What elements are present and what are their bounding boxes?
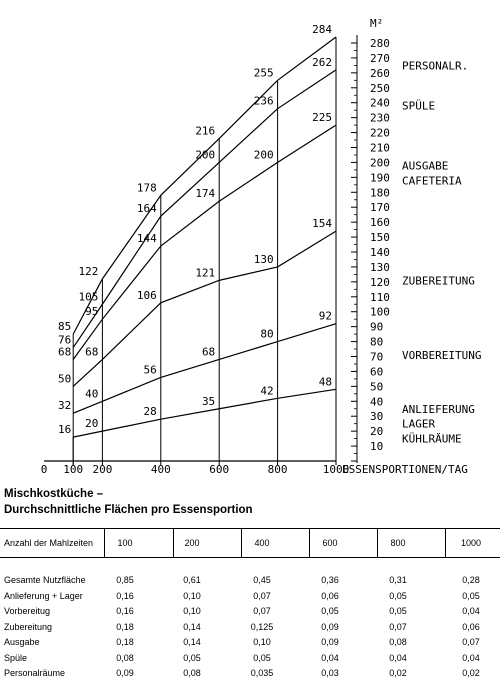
table-row (0, 665, 500, 681)
table-cell: 0,04 (462, 652, 480, 663)
data-label: 85 (58, 320, 72, 334)
table-cell: 0,10 (183, 606, 201, 616)
data-label: 164 (136, 202, 157, 216)
data-label: 42 (260, 384, 274, 398)
y-tick-label: 130 (370, 260, 390, 274)
table-cell: 0,06 (462, 621, 480, 632)
data-label: 35 (201, 394, 216, 408)
table-cell: 0,61 (183, 575, 201, 585)
table-row (0, 619, 500, 635)
data-label: 174 (195, 187, 216, 201)
table-row (0, 603, 500, 619)
y-tick-label: 10 (370, 440, 384, 454)
x-tick-label-400: 400 (150, 463, 171, 476)
table-column-header: 800 (390, 538, 406, 548)
data-label: 200 (195, 148, 216, 162)
y-tick-label: 190 (370, 171, 390, 185)
x-tick-label-0: 0 (40, 463, 48, 476)
y-tick-label: 140 (370, 246, 390, 259)
data-label: 48 (318, 375, 332, 389)
data-label: 236 (253, 94, 274, 108)
data-label: 68 (201, 345, 216, 359)
table-row-label: Personalräume (4, 668, 66, 678)
table-cell: 0,05 (389, 590, 407, 601)
legend-label: PERSONALR. (402, 59, 469, 73)
x-tick-label-800: 800 (267, 463, 288, 476)
table-cell: 0,05 (183, 652, 201, 663)
data-label: 255 (253, 66, 274, 80)
x-tick-label-100: 100 (63, 463, 84, 476)
y-tick-label: 150 (370, 231, 390, 245)
data-label: 32 (58, 399, 72, 413)
table-row (0, 572, 500, 588)
table-cell: 0,28 (462, 575, 480, 585)
table-column-header: 200 (184, 538, 200, 548)
table-cell: 0,14 (183, 637, 201, 647)
y-tick-label: 160 (370, 216, 390, 230)
table-cell: 0,09 (321, 621, 339, 632)
table-cell: 0,31 (389, 575, 407, 585)
legend-label: AUSGABE (402, 159, 449, 173)
table-cell: 0,16 (116, 590, 134, 601)
y-tick-label: 90 (370, 320, 384, 334)
y-tick-label: 100 (370, 305, 390, 319)
table-cell: 0,36 (321, 575, 339, 585)
table-cell: 0,08 (183, 668, 201, 678)
legend-label: VORBEREITUNG (402, 349, 482, 363)
table-row-label: Zubereitung (4, 621, 53, 632)
y-tick-label: 220 (370, 126, 390, 140)
y-tick-label: 270 (370, 51, 390, 65)
data-label: 200 (253, 148, 274, 162)
data-label: 122 (78, 264, 99, 278)
table-cell: 0,02 (462, 668, 480, 678)
table-cell: 0,45 (253, 575, 271, 585)
caption-subtitle: Durchschnittliche Flächen pro Essensportion (4, 504, 253, 516)
x-tick-label-600: 600 (209, 463, 230, 476)
table-row (0, 650, 500, 666)
table-cell: 0,05 (253, 652, 271, 663)
table-column-header: 400 (254, 538, 270, 548)
y-tick-label: 110 (370, 290, 390, 304)
data-label: 76 (58, 333, 72, 347)
data-label: 105 (78, 290, 99, 304)
legend-label: LAGER (402, 417, 436, 431)
data-label: 121 (195, 266, 216, 280)
data-label: 284 (312, 23, 332, 37)
table-column-separator (445, 529, 446, 557)
legend-label: ZUBEREITUNG (402, 274, 475, 288)
data-label: 95 (85, 305, 99, 319)
y-axis-unit: M² (370, 17, 384, 30)
data-label: 80 (260, 327, 274, 341)
table-cell: 0,07 (389, 621, 407, 632)
table-cell: 0,08 (389, 637, 407, 647)
table-cell: 0,16 (116, 606, 134, 616)
y-tick-label: 280 (370, 37, 390, 50)
y-tick-label: 180 (370, 186, 390, 200)
series-line-2 (73, 231, 336, 389)
y-tick-label: 260 (370, 66, 390, 80)
table-row-label: Ausgabe (4, 637, 40, 647)
data-label: 225 (312, 111, 332, 125)
table-header-label: Anzahl der Mahlzeiten (4, 538, 94, 548)
table-cell: 0,10 (183, 590, 201, 601)
data-label: 106 (136, 288, 157, 302)
legend-label: ANLIEFERUNG (402, 402, 475, 416)
y-tick-label: 40 (370, 395, 384, 409)
table-cell: 0,04 (462, 606, 480, 616)
table-row-label: Spüle (4, 652, 28, 663)
table-row-label: Vorbereitug (4, 606, 51, 616)
data-label: 216 (195, 124, 216, 138)
table-column-header: 100 (117, 538, 133, 548)
table-cell: 0,07 (253, 606, 271, 616)
y-tick-label: 120 (370, 275, 390, 289)
data-label: 144 (136, 232, 157, 246)
y-tick-label: 20 (370, 425, 384, 439)
table-cell: 0,05 (321, 606, 339, 616)
area-table (0, 528, 500, 681)
table-cell: 0,09 (321, 637, 339, 647)
table-cell: 0,14 (183, 621, 201, 632)
data-label: 56 (143, 363, 157, 377)
table-cell: 0,10 (253, 637, 271, 647)
data-label: 40 (85, 387, 99, 401)
data-label: 92 (318, 309, 332, 323)
y-tick-label: 210 (370, 141, 390, 155)
data-label: 16 (58, 423, 72, 437)
table-cell: 0,85 (116, 575, 134, 585)
x-axis-label: ESSENSPORTIONEN/TAG (342, 463, 468, 476)
y-tick-label: 70 (370, 350, 384, 364)
caption-title: Mischkostküche – (4, 488, 104, 500)
y-tick-label: 170 (370, 201, 390, 215)
table-header-row (0, 528, 500, 558)
table-column-header: 600 (322, 538, 338, 548)
table-cell: 0,05 (389, 606, 407, 616)
legend-label: SPÜLE (402, 99, 436, 113)
y-tick-label: 250 (370, 81, 390, 95)
table-cell: 0,03 (321, 668, 339, 678)
table-cell: 0,18 (116, 621, 134, 632)
table-cell: 0,07 (253, 590, 271, 601)
data-label: 154 (312, 217, 332, 231)
y-tick-label: 30 (370, 410, 384, 424)
data-label: 50 (58, 372, 72, 386)
table-cell: 0,04 (321, 652, 339, 663)
table-row-label: Anlieferung + Lager (4, 590, 83, 601)
y-tick-label: 200 (370, 156, 390, 170)
data-label: 130 (253, 252, 274, 266)
table-cell: 0,125 (250, 621, 274, 632)
data-label: 68 (85, 345, 99, 359)
table-row-label: Gesamte Nutzfläche (4, 575, 86, 585)
y-tick-label: 60 (370, 365, 384, 379)
table-column-header: 1000 (460, 538, 482, 548)
y-tick-label: 50 (370, 380, 384, 394)
legend-label: KÜHLRÄUME (402, 432, 462, 446)
table-cell: 0,07 (462, 637, 480, 647)
x-tick-label-1000: 1000 (322, 463, 350, 476)
table-row (0, 634, 500, 650)
y-tick-label: 230 (370, 111, 390, 125)
data-label: 20 (85, 417, 99, 431)
table-cell: 0,035 (250, 668, 274, 678)
table-cell: 0,05 (462, 590, 480, 601)
y-tick-label: 240 (370, 96, 390, 110)
x-tick-label-200: 200 (92, 463, 113, 476)
table-cell: 0,02 (389, 668, 407, 678)
table-cell: 0,04 (389, 652, 407, 663)
data-label: 28 (143, 405, 157, 419)
data-label: 68 (58, 345, 72, 359)
table-cell: 0,18 (116, 637, 134, 647)
table-body (0, 558, 500, 681)
data-label: 262 (312, 55, 332, 69)
table-row (0, 588, 500, 604)
legend-label: CAFETERIA (402, 174, 462, 188)
y-tick-label: 80 (370, 335, 384, 349)
table-cell: 0,09 (116, 668, 134, 678)
table-cell: 0,08 (116, 652, 134, 663)
table-cell: 0,06 (321, 590, 339, 601)
data-label: 178 (136, 181, 157, 195)
